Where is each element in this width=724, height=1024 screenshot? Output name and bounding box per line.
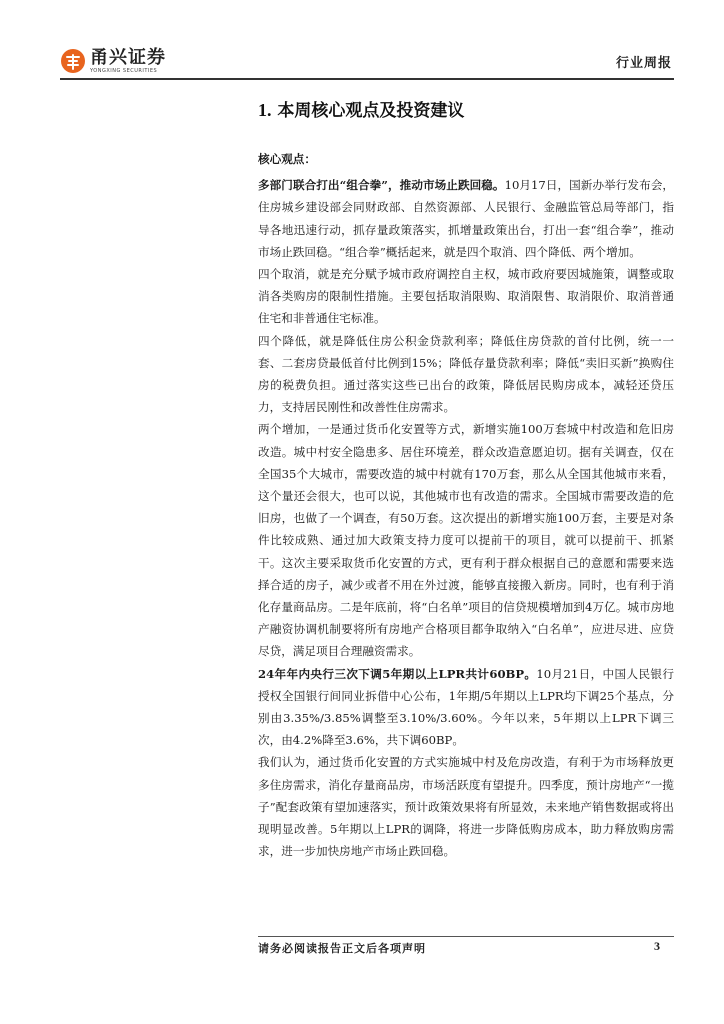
logo-chinese-name: 甬兴证券	[90, 46, 166, 68]
logo-english-name: YONGXING SECURITIES	[90, 67, 158, 74]
paragraph-text: 两个增加，一是通过货币化安置等方式，新增实施100万套城中村改造和危旧房改造。城中村安全隐患多、居住环境差，群众改造意愿迫切。据有关调查，仅在全国35个大城市，需要改造的城中村就有170万套，那么从全国其他城市来看，这个量还会很大，也可以说，其他城市也有改造的需求。全国城市需要改造的危旧房，也做了一个调查，有50万套。这次提出的新增实施100万套，主要是对条件比较成熟、通过加大政策支持力度可以提前干的项目，就可以提前干、抓紧干。这次主要采取货币化安置的方式，更有利于群众根据自己的意愿和需要来选择合适的房子，减少或者不用在外过渡，能够直接搬入新房。同时，也有利于消化存量商品房。二是年底前，将“白名单”项目的信贷规模增加到4万亿。城市房地产融资协调机制要将所有房地产合格项目都争取纳入“白名单”，应进尽进、应贷尽贷，满足项目合理融资需求。	[258, 422, 674, 659]
core-views-subhead: 核心观点：	[258, 152, 316, 166]
company-logo	[60, 44, 166, 78]
section-title-text: 本周核心观点及投资建议	[277, 101, 465, 121]
paragraph	[258, 663, 674, 752]
paragraph-text: 四个降低，就是降低住房公积金贷款利率；降低住房贷款的首付比例，统一一套、二套房贷最低首付比例到15%；降低存量贷款利率；降低“卖旧买新”换购住房的税费负担。通过落实这些已出台的政策，降低居民购房成本，减轻还贷压力，支持居民刚性和改善性住房需求。	[258, 333, 674, 415]
page-header	[60, 44, 674, 78]
paragraph	[258, 330, 674, 419]
paragraph-lead: 多部门联合打出“组合拳”，推动市场止跌回稳。	[258, 178, 505, 193]
section-number: 1.	[258, 100, 272, 120]
section-title	[258, 96, 464, 121]
yongxing-logo-icon	[60, 48, 86, 74]
paragraph	[258, 418, 674, 662]
paragraph	[258, 751, 674, 862]
page-number: 3	[654, 939, 660, 953]
paragraph-text: 10月17日，国新办举行发布会，住房城乡建设部会同财政部、自然资源部、人民银行、金融监管总局等部门，指导各地迅速行动，抓存量政策落实，抓增量政策出台，打出一套“组合拳”，推动市场止跌回稳。“组合拳”概括起来，就是四个取消、四个降低、两个增加。	[258, 178, 674, 259]
disclaimer-note: 请务必阅读报告正文后各项声明	[258, 942, 426, 955]
header-divider	[60, 78, 674, 80]
paragraph	[258, 263, 674, 330]
report-type-label: 行业周报	[615, 56, 672, 71]
main-content	[258, 148, 674, 863]
paragraph-text: 四个取消，就是充分赋予城市政府调控自主权，城市政府要因城施策，调整或取消各类购房的限制性措施。主要包括取消限购、取消限售、取消限价、取消普通住宅和非普通住宅标准。	[258, 267, 674, 326]
paragraph-text: 我们认为，通过货币化安置的方式实施城中村及危房改造，有利于为市场释放更多住房需求，消化存量商品房，市场活跃度有望提升。四季度，预计房地产“一揽子”配套政策有望加速落实，预计政策效果将有所显效，未来地产销售数据或将出现明显改善。5年期以上LPR的调降，将进一步降低购房成本，助力释放购房需求，进一步加快房地产市场止跌回稳。	[258, 755, 674, 859]
footer-divider	[258, 936, 674, 937]
paragraph-lead: 24年年内央行三次下调5年期以上LPR共计60BP。	[258, 666, 537, 681]
paragraph-text: 10月21日，中国人民银行授权全国银行间同业拆借中心公布，1年期/5年期以上LPR均下调25个基点，分别由3.35%/3.85%调整至3.10%/3.60%。今年以来，5年期以上LPR下调三次，由4.2%降至3.6%，共下调60BP。	[258, 666, 675, 748]
paragraph	[258, 174, 674, 263]
